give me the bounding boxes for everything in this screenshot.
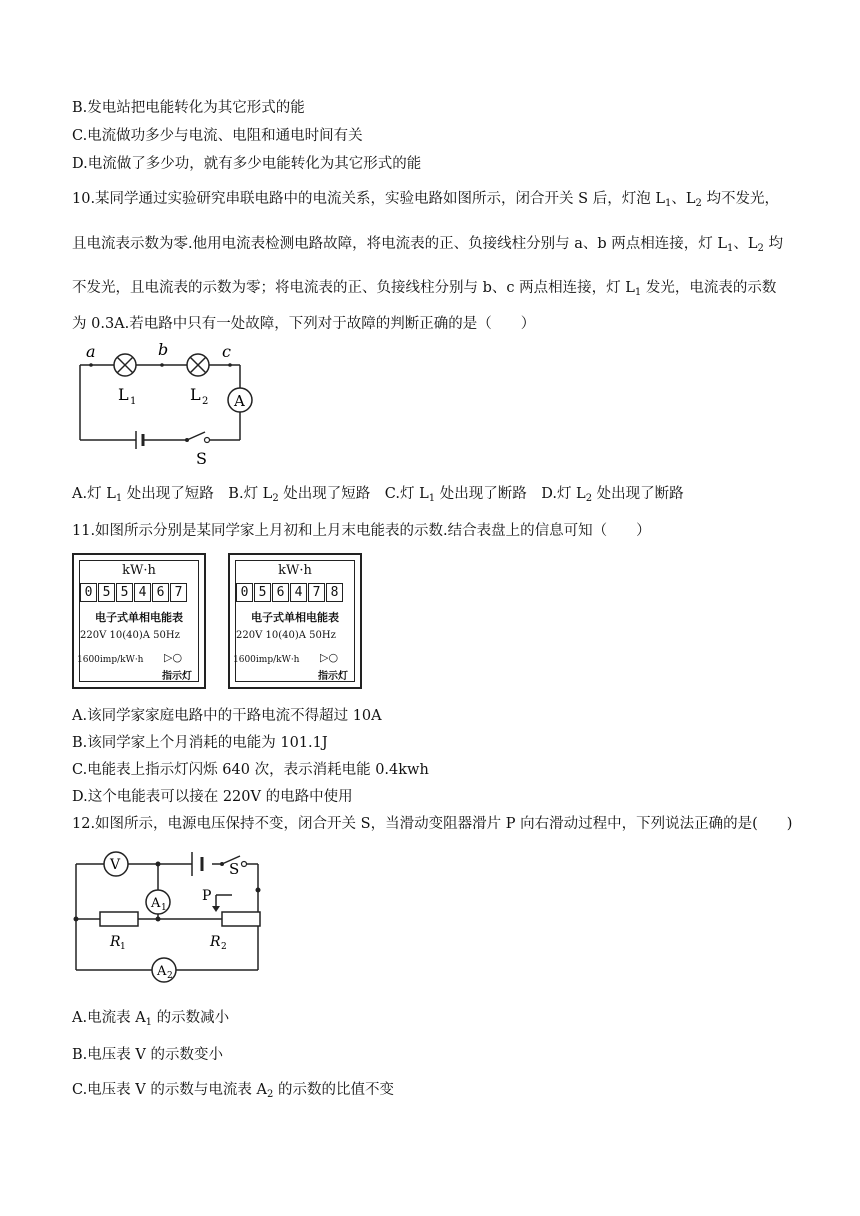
ammeter-a1-label: A: [151, 896, 161, 911]
meter-end-of-month: [228, 553, 362, 689]
ammeter-a2-sub: 2: [167, 971, 173, 981]
q11-option-a: A.该同学家家庭电路中的干路电流不得超过 10A: [72, 708, 382, 724]
q12-option-c: C.电压表 V 的示数与电流表 $A_2$ 的示数的比值不变: [72, 1082, 394, 1100]
q12-circuit-diagram: [72, 840, 272, 985]
meter-spec: 220V 10(40)A 50Hz: [80, 630, 180, 641]
q9-option-d: D.电流做了多少功，就有多少电能转化为其它形式的能: [72, 156, 422, 172]
q10-circuit-diagram: [72, 340, 272, 470]
q12-option-b: B.电压表 V 的示数变小: [72, 1047, 223, 1063]
resistor-r2-sub: 2: [221, 942, 227, 952]
meter-constant: 1600imp/kW·h: [77, 655, 144, 665]
ammeter-a1-sub: 1: [161, 903, 167, 913]
lamp-l2-label: L: [190, 385, 201, 404]
meter-digits: 0 5 5 4 6 7: [80, 583, 188, 602]
ammeter-label: A: [234, 392, 245, 410]
meter-unit: kW·h: [278, 563, 312, 578]
q10-stem-line1: 10.某同学通过实验研究串联电路中的电流关系，实验电路如图所示，闭合开关 S 后，灯泡 $L_1$、$L_2$ 均不发光，: [72, 191, 779, 209]
slider-p-label: P: [202, 888, 212, 904]
resistor-r1-sub: 1: [120, 942, 126, 952]
switch-label: S: [229, 860, 240, 878]
q10-options: A.灯 $L_1$ 处出现了短路 B.灯 $L_2$ 处出现了短路 C.灯 $L_1$ 处出现了断路 D.灯 $L_2$ 处出现了断路: [72, 486, 684, 504]
switch-label: S: [196, 449, 207, 468]
q11-option-c: C.电能表上指示灯闪烁 640 次，表示消耗电能 0.4kwh: [72, 762, 429, 778]
indicator-lamp-label: 指示灯: [318, 671, 348, 682]
q12-option-a: A.电流表 $A_1$ 的示数减小: [72, 1010, 230, 1028]
meter-start-of-month: [72, 553, 206, 689]
meter-spec: 220V 10(40)A 50Hz: [236, 630, 336, 641]
q10-stem-line3: 不发光，且电流表的示数为零；将电流表的正、负接线柱分别与 b、c 两点相连接，灯 $L_1$ 发光，电流表的示数: [72, 280, 777, 298]
resistor-r2-label: R: [210, 934, 221, 950]
lamp-l1-sub: 1: [130, 396, 137, 407]
q9-option-c: C.电流做功多少与电流、电阻和通电时间有关: [72, 128, 363, 144]
q11-stem: 11.如图所示分别是某同学家上月初和上月末电能表的示数.结合表盘上的信息可知（ ）: [72, 523, 651, 539]
indicator-lamp-label: 指示灯: [162, 671, 192, 682]
lamp-l1-label: L: [118, 385, 129, 404]
meter-title: 电子式单相电能表: [95, 611, 183, 624]
lamp-l2-sub: 2: [202, 396, 209, 407]
ammeter-a2-label: A: [157, 964, 167, 979]
meter-title: 电子式单相电能表: [251, 611, 339, 624]
q11-option-d: D.这个电能表可以接在 220V 的电路中使用: [72, 789, 353, 805]
point-b-label: b: [158, 340, 169, 359]
q10-stem-line4: 为 0.3A.若电路中只有一处故障，下列对于故障的判断正确的是（ ）: [72, 316, 536, 332]
q12-stem: 12.如图所示，电源电压保持不变，闭合开关 S，当滑动变阻器滑片 P 向右滑动过程中，下列说法正确的是( ): [72, 816, 793, 832]
meter-digits: 0 5 6 4 7 8: [236, 583, 344, 602]
meter-constant: 1600imp/kW·h: [233, 655, 300, 665]
indicator-lamp-icon: ▷○: [320, 651, 339, 664]
q10-stem-line2: 且电流表示数为零.他用电流表检测电路故障，将电流表的正、负接线柱分别与 a、b 两点相连接，灯 $L_1$、$L_2$ 均: [72, 236, 783, 254]
q11-option-b: B.该同学家上个月消耗的电能为 101.1J: [72, 735, 328, 751]
meter-unit: kW·h: [122, 563, 156, 578]
point-a-label: a: [86, 342, 96, 361]
resistor-r1-label: R: [110, 934, 121, 950]
q9-option-b: B.发电站把电能转化为其它形式的能: [72, 100, 305, 116]
voltmeter-label: V: [110, 857, 121, 873]
point-c-label: c: [222, 342, 231, 361]
indicator-lamp-icon: ▷○: [164, 651, 183, 664]
